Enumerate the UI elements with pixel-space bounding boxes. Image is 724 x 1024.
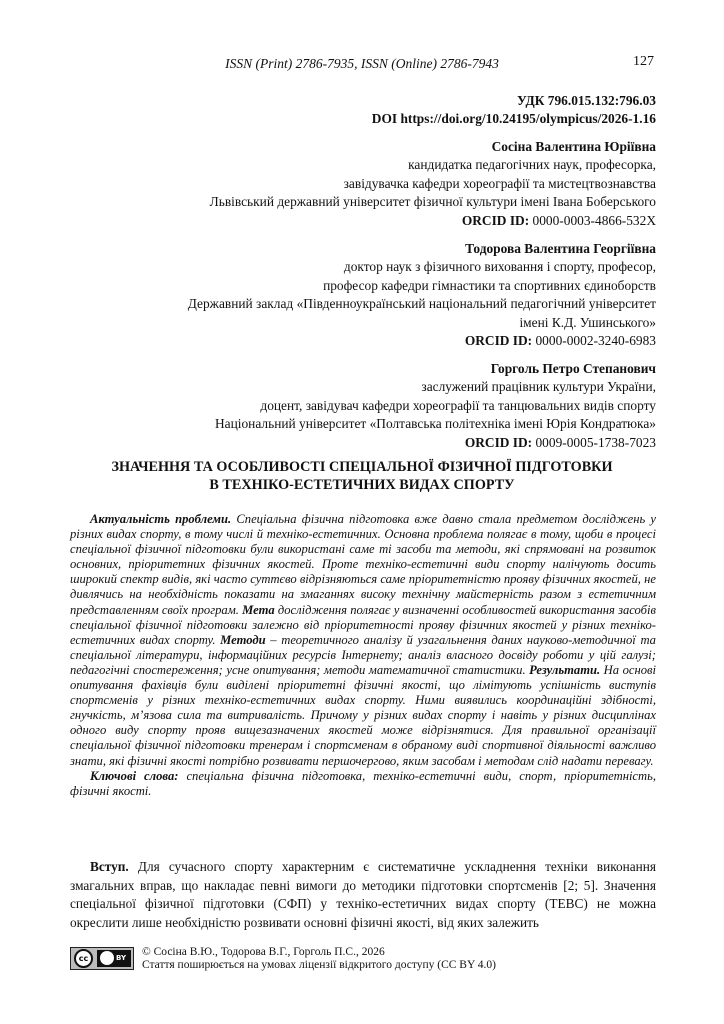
copyright-line: © Сосіна В.Ю., Тодорова В.Г., Горголь П.С., 2026 [142,946,385,958]
author-name: Сосіна Валентина Юріївна [491,139,656,154]
abstract-body [70,512,656,769]
by-icon [97,950,131,967]
orcid-label: ORCID ID: [461,212,530,228]
author-affiliation-line: професор кафедри гімнастики та спортивних єдиноборств [323,277,656,293]
author-orcid [56,332,656,350]
author-block-3 [56,360,656,452]
identifiers [56,92,656,129]
license-statement: Стаття поширюється на умовах ліцензії відкритого доступу (CC BY 4.0) [142,958,496,971]
orcid-value[interactable]: 0009-0005-1738-7023 [532,434,656,450]
title-line: В ТЕХНІКО-ЕСТЕТИЧНИХ ВИДАХ СПОРТУ [209,477,515,493]
abstract [70,512,656,799]
aim-label: Мета [242,602,275,617]
author-name: Горголь Петро Степанович [490,361,656,376]
title-line: ЗНАЧЕННЯ ТА ОСОБЛИВОСТІ СПЕЦІАЛЬНОЇ ФІЗИЧНОЇ ПІДГОТОВКИ [111,459,613,475]
author-affiliation-line: кандидатка педагогічних наук, професорка, [408,157,656,173]
intro-text: Для сучасного спорту характерним є систематичне ускладнення техніки виконання змагальних вправ, що накладає певні вимоги до методики підготовки спортсменів [2; 5]. Значення спеціальної фізичної підготовки (СФП) у техніко-естетичних видах спорту (ТЕВС) не можна окреслити лише необхідністю розвивати основні фізичні якості, від яких залежить [70,859,656,930]
by-label: BY [116,954,127,962]
orcid-label: ORCID ID: [464,434,533,450]
author-affiliation-line: імені К.Д. Ушинського» [519,314,656,330]
journal-issn: ISSN (Print) 2786-7935, ISSN (Online) 2786-7943 [225,56,499,71]
introduction [70,858,656,932]
author-affiliation-line: доцент, завідувач кафедри хореографії та танцювальних видів спорту [260,397,656,413]
results-text: На основі опитування фахівців були виділені пріоритетні фізичні якості, що лімітують успішність виступів спортсменів у різних техніко-естетичних видах спорту. Ними виявились координаційні здібності, гнучкість, м’язова сила та витривалість. Причому у різних видах спорту і навіть у різних дисциплінах одного виду спорту прояв вищезазначених якостей може відрізнятися. Для правильної організації спеціальної фізичної підготовки тренерам і спортсменам в обраному виді спортивної діяльності важливо знати, які фізичні якості потрібно розвивати першочергово, яким засобам і методам слід надати перевагу. [70,662,656,768]
orcid-label: ORCID ID: [464,333,533,349]
keywords-label: Ключові слова: [90,768,179,783]
author-orcid [56,212,656,230]
cc-by-license-icon[interactable] [70,947,134,970]
author-affiliation-line: Національний університет «Полтавська політехніка імені Юрія Кондратюка» [214,416,656,432]
page-number: 127 [633,54,654,69]
keywords [70,769,656,799]
author-affiliation-line: доктор наук з фізичного виховання і спорту, професор, [343,259,656,275]
aim-text: дослідження полягає у визначенні особливостей використання засобів спеціальної фізичної підготовки залежно від пріоритетності прояву фізичних якостей у різних техніко-естетичних видах спорту. [70,602,656,647]
results-label: Результати. [529,662,601,677]
keywords-text: спеціальна фізична підготовка, техніко-естетичні види, спорт, пріоритетність, фізичні якості. [70,768,657,798]
author-affiliation-line: Львівський державний університет фізичної культури імені Івана Боберського [209,194,656,210]
author-orcid [56,434,656,452]
methods-label: Методи [220,632,266,647]
methods-text: – теоретичного аналізу й узагальнення даних науково-методичної та спеціальної літератури, інформаційних ресурсів Інтернету; аналіз власного досвіду роботи у цій галузі; педагогічні спостереження; усне опитування; методи математичної статистики. [70,632,656,677]
author-block-1 [56,138,656,230]
orcid-value[interactable]: 0000-0002-3240-6983 [532,333,656,349]
license-footer [70,946,670,976]
udc-code: УДК 796.015.132:796.03 [517,93,656,108]
intro-paragraph [70,858,656,932]
author-affiliation-line: заслужений працівник культури України, [421,379,656,395]
person-icon [100,951,114,965]
orcid-value[interactable]: 0000-0003-4866-532X [529,212,656,228]
relevance-text: Спеціальна фізична підготовка вже давно стала предметом досліджень у різних видах спорту, в тому числі й техніко-естетичних. Основна проблема полягає в тому, щоби в процесі спеціальної фізичної підготовки були використані саме ті засоби та методи, які спрямовані на розвиток основних, пріоритетних фізичних якостей. Проте техніко-естетичні види спорту налічують досить широкий спектр видів, які часто суттєво відрізняються саме пріоритетністю прояву фізичних якостей, не дивлячись на необхідність показати на змаганнях високу технічну майстерність разом з естетичним представленням своїх програм. [70,512,656,617]
license-text [142,946,496,971]
relevance-label: Актуальність проблеми. [90,512,232,526]
author-name: Тодорова Валентина Георгіївна [465,241,656,256]
cc-icon: cc [74,949,93,968]
article-title [70,458,654,494]
author-block-2 [56,240,656,350]
doi-link[interactable]: DOI https://doi.org/10.24195/olympicus/2026-1.16 [371,111,656,127]
author-affiliation-line: завідувачка кафедри хореографії та мистецтвознавства [343,175,656,191]
intro-label: Вступ. [90,859,129,874]
author-affiliation-line: Державний заклад «Південноукраїнський національний педагогічний університет [187,296,656,312]
